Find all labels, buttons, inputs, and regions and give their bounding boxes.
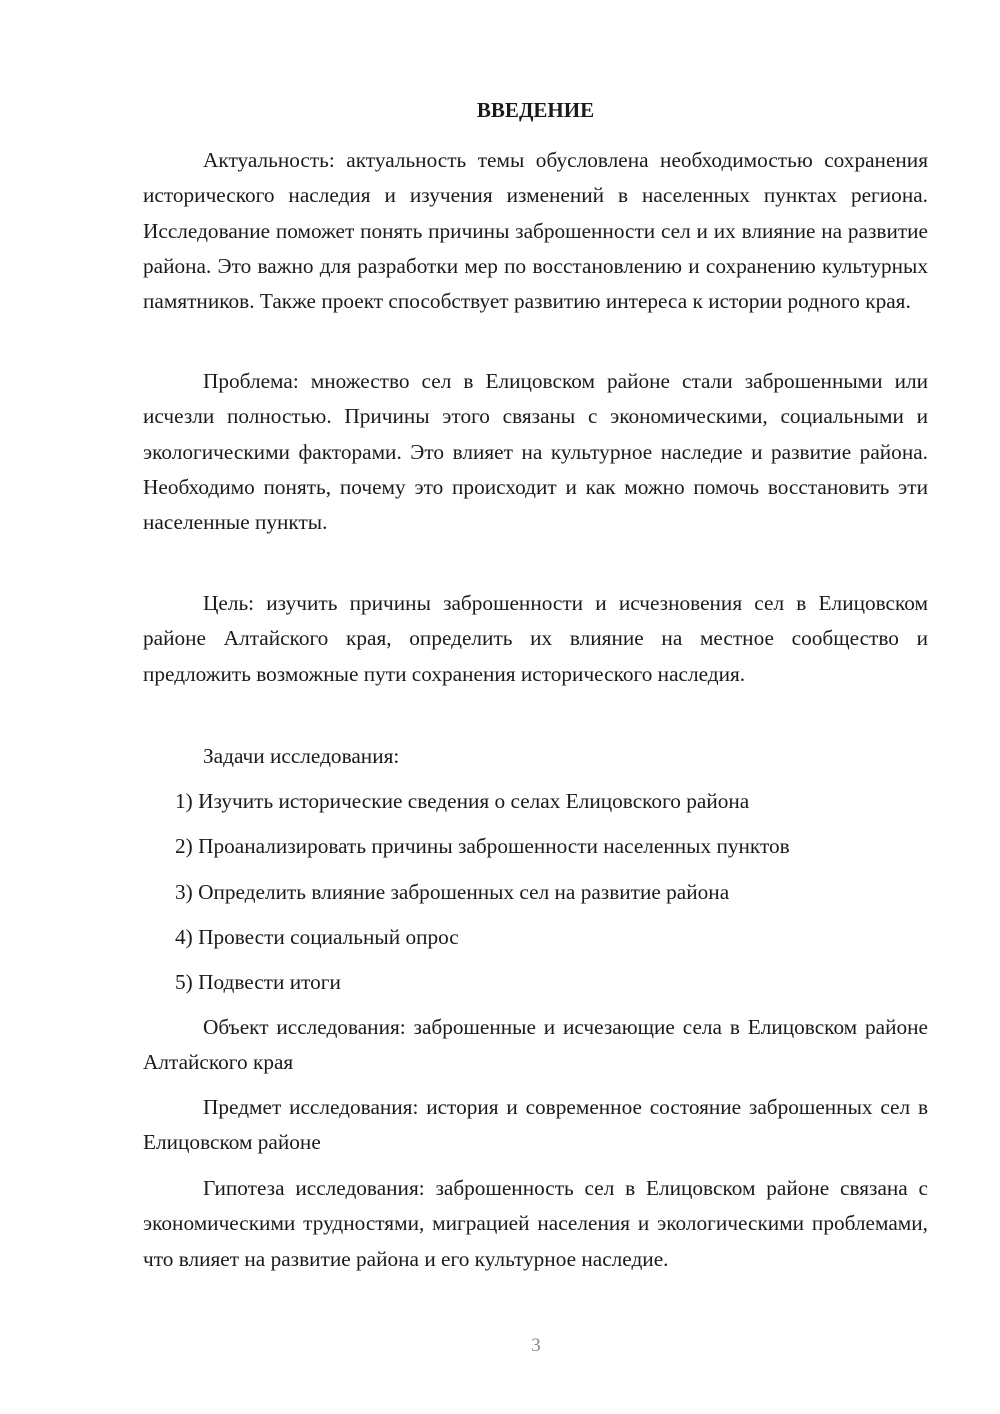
- hypothesis-paragraph: Гипотеза исследования: заброшенность сел в Елицовском районе связана с экономическими трудностями, миграцией населения и экологическими проблемами, что влияет на развитие района и его культурное наследие.: [143, 1176, 928, 1271]
- task-item-4: 4) Провести социальный опрос: [175, 925, 459, 949]
- task-item-3: 3) Определить влияние заброшенных сел на развитие района: [175, 880, 730, 904]
- task-item-2: 2) Проанализировать причины заброшенности населенных пунктов: [175, 834, 790, 858]
- goal-paragraph: Цель: изучить причины заброшенности и исчезновения сел в Елицовском районе Алтайского края, определить их влияние на местное сообщество и предложить возможные пути сохранения исторического наследия.: [143, 591, 928, 686]
- relevance-paragraph: Актуальность: актуальность темы обусловлена необходимостью сохранения исторического наследия и изучения изменений в населенных пунктах региона. Исследование поможет понять причины заброшенности сел и их влияние на развитие района. Это важно для разработки мер по восстановлению и сохранению культурных памятников. Также проект способствует развитию интереса к истории родного края.: [143, 148, 928, 314]
- page-title: ВВЕДЕНИЕ: [476, 98, 595, 122]
- subject-paragraph: Предмет исследования: история и современное состояние заброшенных сел в Елицовском районе: [143, 1095, 928, 1155]
- task-item-1: 1) Изучить исторические сведения о селах Елицовского района: [175, 789, 750, 813]
- object-paragraph: Объект исследования: заброшенные и исчезающие села в Елицовском районе Алтайского края: [143, 1015, 928, 1075]
- page-number: 3: [531, 1335, 541, 1356]
- problem-paragraph: Проблема: множество сел в Елицовском районе стали заброшенными или исчезли полностью. Причины этого связаны с экономическими, социальными и экологическими факторами. Это влияет на культурное наследие и развитие района. Необходимо понять, почему это происходит и как можно помочь восстановить эти населенные пункты.: [143, 369, 928, 535]
- tasks-heading: Задачи исследования:: [203, 744, 400, 768]
- task-item-5: 5) Подвести итоги: [175, 970, 341, 994]
